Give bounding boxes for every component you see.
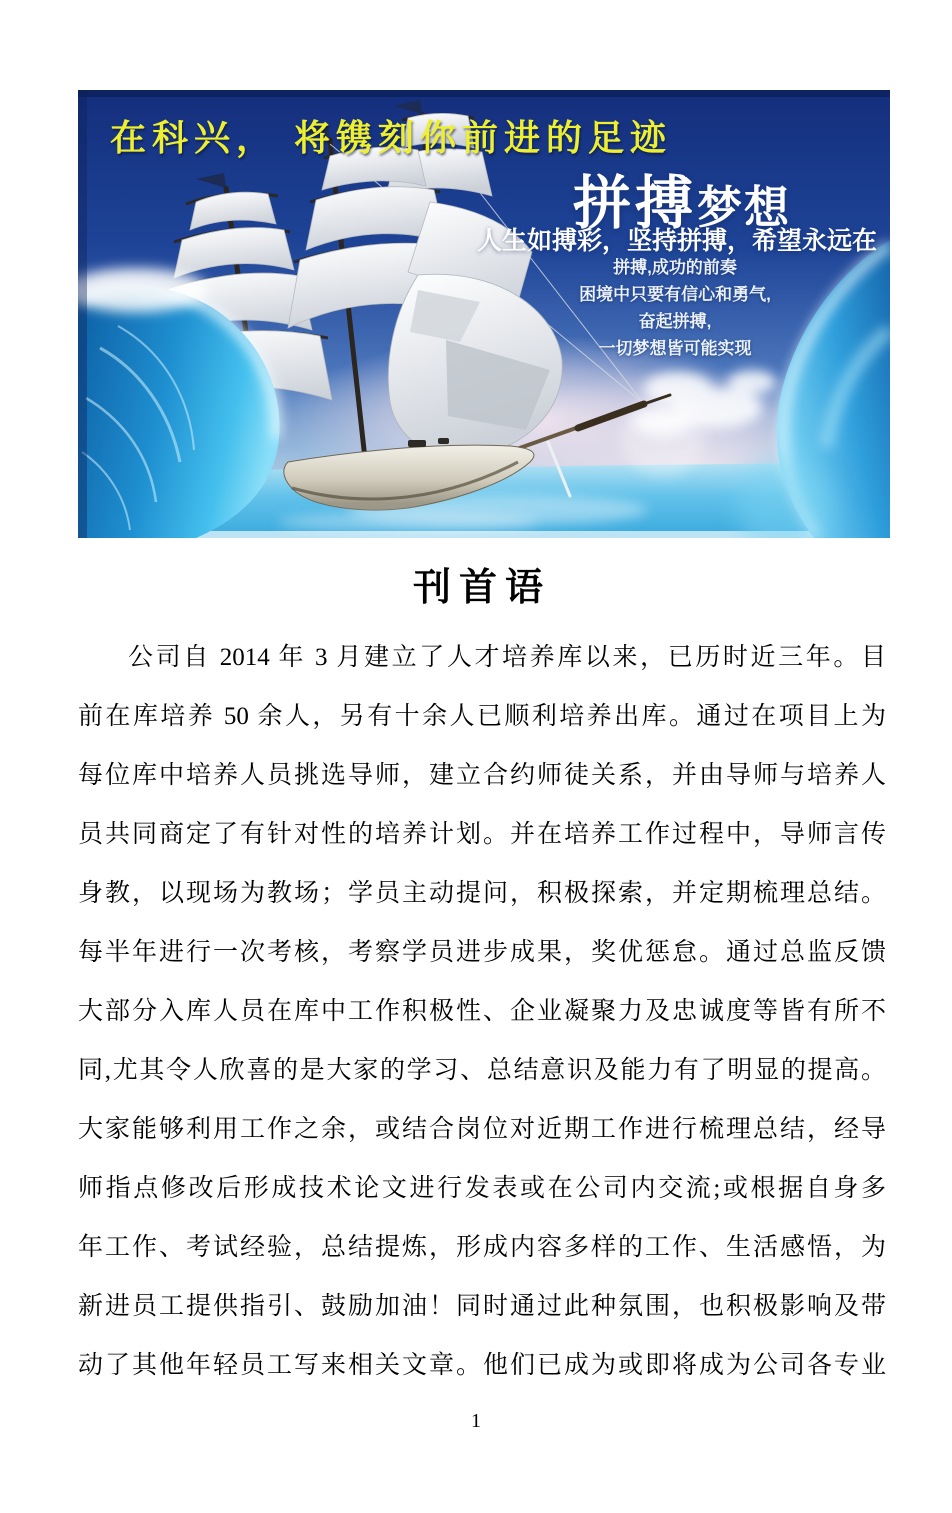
- body-line: 动了其他年轻员工写来相关文章。他们已成为或即将成为公司各专业: [78, 1352, 886, 1379]
- banner-poem: [525, 254, 825, 362]
- body-line: 每位库中培养人员挑选导师，建立合约师徒关系，并由导师与培养人: [78, 762, 886, 789]
- banner-poem-line: 一切梦想皆可能实现: [598, 339, 752, 358]
- banner-tagline: 人生如搏彩，坚持拼搏，希望永远在: [477, 227, 878, 255]
- article-title: 刊首语: [412, 567, 551, 609]
- body-line: 前在库培养 50 余人，另有十余人已顺利培养出库。通过在项目上为: [78, 703, 886, 730]
- banner-poem-line: 拼搏,成功的前奏: [613, 258, 737, 277]
- body-line: 大部分入库人员在库中工作积极性、企业凝聚力及忠诚度等皆有所不: [78, 998, 886, 1025]
- body-line: 公司自 2014 年 3 月建立了人才培养库以来，已历时近三年。目: [128, 644, 886, 671]
- page-number: 1: [471, 1410, 481, 1432]
- body-line: 新进员工提供指引、鼓励加油！同时通过此种氛围，也积极影响及带: [78, 1293, 886, 1320]
- banner-image: [78, 90, 890, 538]
- banner-headline-main: 拼搏: [573, 171, 698, 236]
- body-line: 年工作、考试经验，总结提炼，形成内容多样的工作、生活感悟，为: [78, 1234, 886, 1261]
- body-line: 员共同商定了有针对性的培养计划。并在培养工作过程中，导师言传: [78, 821, 886, 848]
- article-body: [78, 628, 886, 1395]
- banner-poem-line: 奋起拼搏,: [638, 312, 712, 331]
- banner-slogan: 在科兴， 将镌刻你前进的足迹: [110, 117, 673, 158]
- body-line: 身教，以现场为教场；学员主动提问，积极探索，并定期梳理总结。: [78, 880, 886, 907]
- banner-poem-line: 困境中只要有信心和勇气,: [579, 285, 771, 304]
- body-line: 每半年进行一次考核，考察学员进步成果，奖优惩怠。通过总监反馈: [78, 939, 886, 966]
- body-line: 师指点修改后形成技术论文进行发表或在公司内交流;或根据自身多: [78, 1175, 886, 1202]
- banner-headline-sub: 梦想: [697, 182, 792, 233]
- body-line: 大家能够利用工作之余，或结合岗位对近期工作进行梳理总结，经导: [78, 1116, 886, 1143]
- body-line: 同,尤其令人欣喜的是大家的学习、总结意识及能力有了明显的提高。: [78, 1057, 886, 1084]
